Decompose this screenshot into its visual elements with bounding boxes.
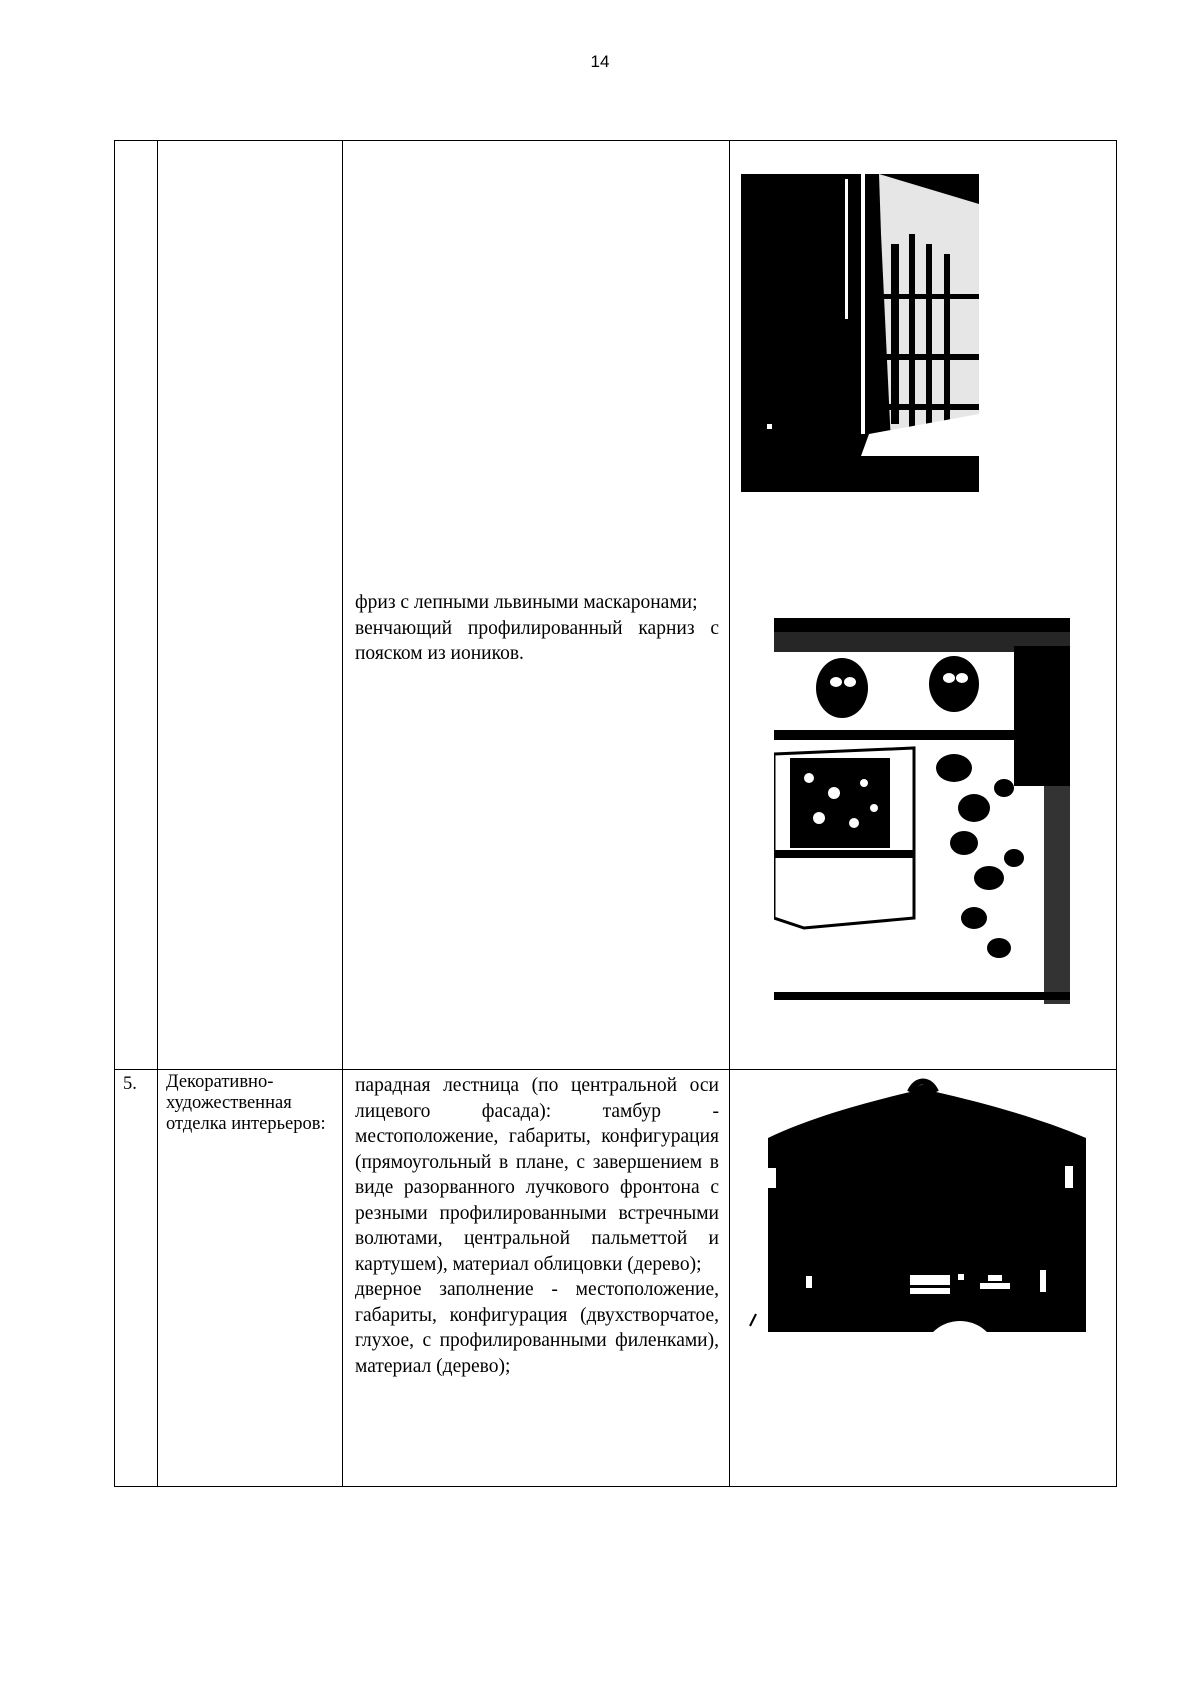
photo-cell [730,1070,1117,1487]
table-row [115,1070,1117,1487]
page-number: 14 [590,52,610,71]
row-number-cell: 5. [115,1070,158,1487]
description-cell [343,1070,730,1487]
facade-photo [741,174,979,492]
table-row [115,141,1117,1070]
vestibule-photo [740,1078,1108,1342]
row-number-cell [115,141,158,1070]
description-paragraph: венчающий профилированный карниз с пояском из иоников. [355,617,719,664]
description-paragraph: фриз с лепными львиными маскаронами; [355,592,698,613]
description-paragraph: дверное заполнение - местоположение, габариты, конфигурация (двухстворчатое, глухое, с профилированными филенками), материал (дерево); [355,1279,719,1377]
description-cell [343,141,730,1070]
element-name-cell: Декоративно-художественная отделка интерьеров: [158,1070,343,1487]
frieze-photo [774,618,1070,1004]
element-name-cell [158,141,343,1070]
photo-cell [730,141,1117,1070]
description-paragraph: парадная лестница (по центральной оси лицевого фасада): тамбур - местоположение, габариты, конфигурация (прямоугольный в плане, с завершением в виде разорванного лучкового фронтона с резными профилированными встречными волютами, центральной пальметтой и картушем), материал облицовки (дерево); [355,1075,719,1275]
monument-elements-table [114,140,1117,1487]
